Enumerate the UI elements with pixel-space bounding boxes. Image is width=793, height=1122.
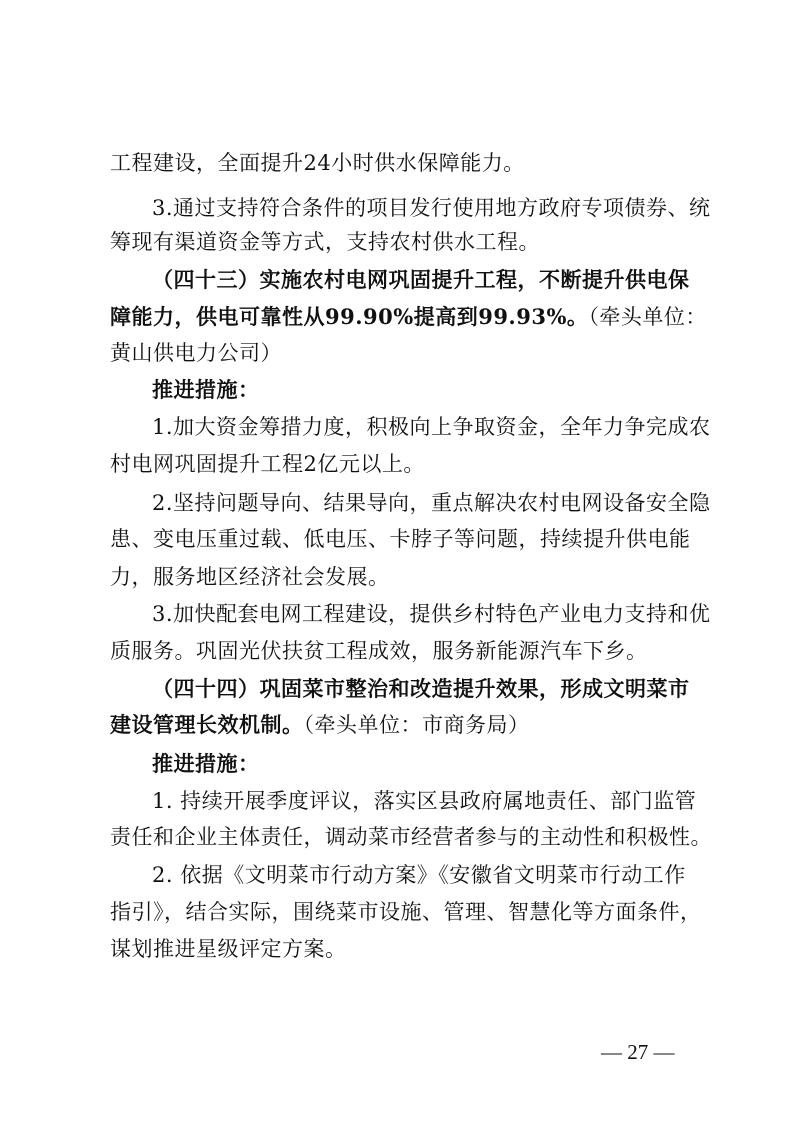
line-text: 推进措施：	[152, 377, 260, 402]
paragraph-line	[110, 302, 793, 332]
paragraph-line	[152, 860, 793, 890]
line-text: 谋划推进星级评定方案。	[110, 937, 347, 961]
paragraph-line	[152, 488, 793, 518]
paragraph-line	[110, 148, 793, 178]
heading-text: （四十三）实施农村电网巩固提升工程，不断提升供电保	[152, 267, 690, 292]
section-heading-44	[152, 674, 793, 704]
line-text: 黄山供电力公司）	[110, 341, 282, 365]
paragraph-line	[110, 449, 793, 479]
paragraph-line	[110, 934, 793, 964]
lead-unit-text: （牵头单位：市商务局）	[303, 713, 530, 737]
paragraph-line	[110, 710, 793, 740]
line-text: 村电网巩固提升工程2亿元以上。	[110, 452, 425, 476]
paragraph-line	[110, 562, 793, 592]
paragraph-line	[110, 338, 793, 368]
paragraph-line	[110, 636, 793, 666]
line-text: 2. 依据《文明菜市行动方案》《安徽省文明菜市行动工作	[152, 863, 686, 887]
lead-unit-text: （牵头单位：	[588, 305, 707, 329]
heading-text: 建设管理长效机制。	[110, 712, 304, 737]
measures-heading	[152, 749, 793, 779]
line-text: 1. 持续开展季度评议，落实区县政府属地责任、部门监管	[152, 789, 697, 813]
line-text: 3.加快配套电网工程建设，提供乡村特色产业电力支持和优	[152, 602, 711, 626]
line-text: 工程建设，全面提升24小时供水保障能力。	[110, 151, 525, 175]
paragraph-line	[110, 524, 793, 554]
page-number: — 27 —	[601, 1040, 675, 1064]
line-text: 指引》，结合实际，围绕菜市设施、管理、智慧化等方面条件，	[110, 900, 702, 924]
line-text: 2.坚持问题导向、结果导向，重点解决农村电网设备安全隐	[152, 491, 711, 515]
paragraph-line	[110, 227, 793, 257]
paragraph-line	[152, 786, 793, 816]
line-text: 质服务。巩固光伏扶贫工程成效，服务新能源汽车下乡。	[110, 639, 648, 663]
paragraph-line	[152, 412, 793, 442]
line-text: 责任和企业主体责任，调动菜市经营者参与的主动性和积极性。	[110, 825, 712, 849]
line-text: 力，服务地区经济社会发展。	[110, 565, 390, 589]
paragraph-line	[110, 897, 793, 927]
line-text: 3.通过支持符合条件的项目发行使用地方政府专项债券、统	[152, 196, 711, 220]
section-heading-43	[152, 265, 793, 295]
paragraph-line	[152, 599, 793, 629]
heading-text: （四十四）巩固菜市整治和改造提升效果，形成文明菜市	[152, 676, 690, 701]
line-text: 筹现有渠道资金等方式，支持农村供水工程。	[110, 230, 540, 254]
line-text: 患、变电压重过载、低电压、卡脖子等问题，持续提升供电能	[110, 527, 691, 551]
measures-heading	[152, 375, 793, 405]
line-text: 推进措施：	[152, 751, 260, 776]
heading-text: 障能力，供电可靠性从99.90%提高到99.93%。	[110, 304, 589, 329]
paragraph-line	[110, 822, 793, 852]
paragraph-line	[152, 193, 793, 223]
line-text: 1.加大资金筹措力度，积极向上争取资金，全年力争完成农	[152, 415, 711, 439]
